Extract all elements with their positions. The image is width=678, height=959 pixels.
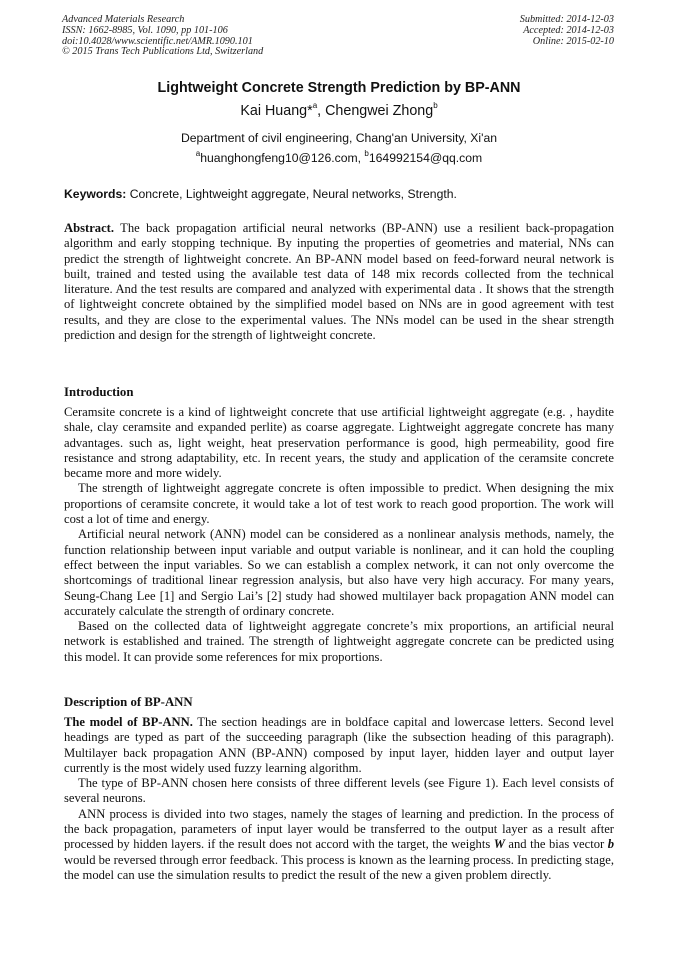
weights-symbol: W [493, 837, 505, 852]
email-link[interactable]: huanghongfeng10@126.com, [200, 151, 365, 165]
journal-issn: ISSN: 1662-8985, Vol. 1090, pp 101-106 [62, 24, 228, 36]
journal-copyright: © 2015 Trans Tech Publications Ltd, Switzerland [62, 46, 264, 58]
submitted-date: Submitted: 2014-12-03 [519, 14, 614, 25]
author-separator: , [317, 103, 326, 119]
email-link[interactable]: 164992154@qq.com [368, 151, 483, 165]
abstract-text: The back propagation artificial neural networks (BP-ANN) use a resilient back-propagation algorithm and early stopping technique. By inputing the properties of geometries and material, NNs can predict the strength of lightweight concrete. An BP-ANN model based on feed-forward neural network is built, trained and tested using the available test data of 148 mix records collected from the technical literature. And the test results are compared and analyzed with experimental data . It shows that the strength of lightweight concrete obtained by the simplified model based on NNs are in good agreement with test results, and they are close to the experimental values. The NNs model can be used in the shear strength prediction and design for the strength of lightweight concrete. [64, 221, 614, 343]
author-superscript: a [312, 101, 318, 110]
abstract [64, 221, 614, 343]
paragraph: Based on the collected data of lightweight aggregate concrete’s mix proportions, an artificial neural network is established and trained. The strength of lightweight aggregate concrete can be predicted using this model. It can provide some references for mix proportions. [64, 619, 614, 664]
paragraph-text: The section headings are in boldface capital and lowercase letters. Second level headings are typed as part of the succeeding paragraph (like the subsection heading of this paragraph). Multilayer back propagation ANN (BP-ANN) composed by input layer, hidden layer and output layer currently is the most widely used fuzzy learning algorithm. [64, 715, 615, 775]
paragraph: The type of BP-ANN chosen here consists of three different levels (see Figure 1). Each level consists of several neurons. [64, 776, 614, 806]
author-name: Kai Huang* [240, 103, 313, 119]
keywords-label: Keywords: [64, 187, 127, 201]
paragraph: Artificial neural network (ANN) model can be considered as a nonlinear analysis methods, namely, the function relationship between input variable and output variable is nonlinear, and it can hold the coupling effect between the input variables. So we can establish a complex network, it can not only overcome the shortcomings of traditional linear regression analysis, but also have very high accuracy. For many years, Seung-Chang Lee [1] and Sergio Lai’s [2] study had showed multilayer back propagation ANN model can accurately calculate the strength of ordinary concrete. [64, 527, 614, 618]
journal-info [62, 15, 263, 58]
paragraph-text: would be reversed through error feedback. This process is known as the learning process. In predicting stage, the model can use the simulation results to predict the result of the new a given problem directly. [64, 852, 614, 882]
author-list [0, 103, 678, 119]
author-name: Chengwei Zhong [325, 103, 434, 119]
paper-title: Lightweight Concrete Strength Prediction by BP-ANN [157, 80, 521, 96]
keywords [64, 187, 616, 201]
online-date: Online: 2015-02-10 [532, 35, 614, 47]
submission-dates [520, 15, 614, 47]
introduction-body [64, 405, 614, 665]
author-superscript: b [433, 101, 438, 110]
paragraph: Ceramsite concrete is a kind of lightweight concrete that use artificial lightweight aggregate (e.g. , haydite shale, clay ceramsite and expanded perlite) as coarse aggregate. Lightweight aggregate concrete has many advantages. such as, light weight, heat preservation performance is good, high permeability, good fire resistance and strong adaptability, etc. In recent years, the study and application of the ceramsite concrete became more and more widely. [64, 405, 614, 481]
paragraph-text: ANN process is divided into two stages, namely the stages of learning and prediction. In the process of the back propagation, parameters of input layer would be transferred to the output layer as a result after processed by hidden layers. if the result does not accord with the target, the weights [64, 806, 614, 852]
keywords-text: Concrete, Lightweight aggregate, Neural networks, Strength. [126, 187, 457, 201]
abstract-label: Abstract. [64, 221, 115, 235]
journal-name: Advanced Materials Research [62, 14, 185, 25]
author-emails [0, 151, 678, 165]
paragraph-text: and the bias vector [504, 837, 608, 852]
affiliation: Department of civil engineering, Chang'an University, Xi'an [180, 131, 498, 145]
subsection-heading: The model of BP-ANN. [64, 715, 193, 729]
paragraph [64, 715, 614, 776]
paragraph [64, 807, 614, 883]
accepted-date: Accepted: 2014-12-03 [523, 24, 614, 36]
journal-doi[interactable]: doi:10.4028/www.scientific.net/AMR.1090.101 [62, 35, 253, 47]
email-superscript: b [364, 149, 369, 158]
paragraph: The strength of lightweight aggregate concrete is often impossible to predict. When designing the mix proportions of ceramsite concrete, it would take a lot of test work to reach good proportion. The work will cost a lot of time and energy. [64, 481, 614, 527]
section-heading-introduction: Introduction [64, 385, 134, 399]
bias-symbol: b [607, 837, 614, 852]
email-superscript: a [195, 149, 201, 158]
description-body [64, 715, 614, 883]
section-heading-description: Description of BP-ANN [64, 695, 193, 709]
